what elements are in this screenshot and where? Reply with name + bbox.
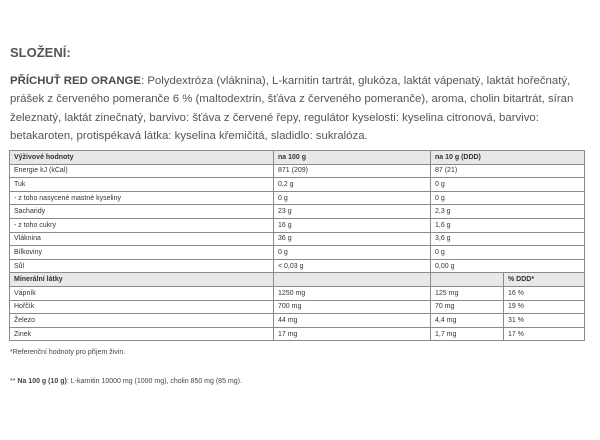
composition-paragraph — [10, 72, 595, 146]
table-row — [10, 286, 585, 300]
mineral-name-cell: Hořčík — [10, 300, 274, 314]
nutrient-name-cell: - z toho cukry — [10, 218, 274, 232]
per-100g-cell: 0 g — [274, 246, 431, 260]
ingredients-text: : Polydextróza (vláknina), L-karnitin tartrát, glukóza, laktát vápenatý, laktát hořečnatý, prášek z červeného pomeranče 6 % (maltodextrin, šťáva z červeného pomeranče), aroma, cholin bitartrát, síran železnatý, laktát zinečnatý, barvivo: šťáva z červené řepy, regulátor kyselosti: kyselina citronová, barvivo: betakaroten, protispékavá látka: kyselina křemičitá, sladidlo: sukralóza. — [10, 75, 574, 143]
header-cell: na 100 g — [274, 151, 431, 165]
table-row — [10, 164, 585, 178]
table-row — [10, 259, 585, 273]
header-cell — [274, 273, 431, 287]
nutrient-name-cell: Energie kJ (kCal) — [10, 164, 274, 178]
per-10g-cell: 4,4 mg — [431, 314, 504, 328]
per-100g-cell: 0,2 g — [274, 178, 431, 192]
footnote-marker: ** — [10, 378, 18, 385]
table-row — [10, 218, 585, 232]
mineral-name-cell: Železo — [10, 314, 274, 328]
nutrition-table — [9, 150, 585, 341]
nutrient-name-cell: Vláknina — [10, 232, 274, 246]
percent-ddd-cell: 31 % — [504, 314, 585, 328]
header-cell: Minerální látky — [10, 273, 274, 287]
per-10g-cell: 3,6 g — [431, 232, 585, 246]
per-100g-cell: 23 g — [274, 205, 431, 219]
per-100g-cell: 36 g — [274, 232, 431, 246]
per-10g-cell: 1,6 g — [431, 218, 585, 232]
nutrient-name-cell: - z toho nasycené mastné kyseliny — [10, 191, 274, 205]
footnote-bold-label: Na 100 g (10 g) — [17, 378, 67, 385]
per-10g-cell: 125 mg — [431, 286, 504, 300]
per-serving-footnote — [10, 378, 242, 385]
per-100g-cell: 0 g — [274, 191, 431, 205]
per-100g-cell: 17 mg — [274, 327, 431, 341]
flavor-label: PŘÍCHUŤ RED ORANGE — [10, 75, 141, 87]
per-100g-cell: 16 g — [274, 218, 431, 232]
per-10g-cell: 1,7 mg — [431, 327, 504, 341]
table-row — [10, 327, 585, 341]
percent-ddd-cell: 17 % — [504, 327, 585, 341]
table-row — [10, 232, 585, 246]
nutrient-name-cell: Sacharidy — [10, 205, 274, 219]
per-100g-cell: 871 (209) — [274, 164, 431, 178]
per-100g-cell: 1250 mg — [274, 286, 431, 300]
per-10g-cell: 0 g — [431, 246, 585, 260]
footnote-text: : L-karnitin 10000 mg (1000 mg), cholin 850 mg (85 mg). — [66, 378, 242, 385]
reference-footnote: *Referenční hodnoty pro příjem živin. — [10, 349, 126, 356]
minerals-header-row — [10, 273, 585, 287]
table-row — [10, 314, 585, 328]
per-10g-cell: 70 mg — [431, 300, 504, 314]
mineral-name-cell: Zinek — [10, 327, 274, 341]
nutrient-name-cell: Tuk — [10, 178, 274, 192]
nutrient-name-cell: Sůl — [10, 259, 274, 273]
per-10g-cell: 0 g — [431, 191, 585, 205]
nutrition-header-row — [10, 151, 585, 165]
nutrient-name-cell: Bílkoviny — [10, 246, 274, 260]
table-row — [10, 246, 585, 260]
mineral-name-cell: Vápník — [10, 286, 274, 300]
per-100g-cell: < 0,03 g — [274, 259, 431, 273]
header-cell: % DDD* — [504, 273, 585, 287]
percent-ddd-cell: 16 % — [504, 286, 585, 300]
table-row — [10, 191, 585, 205]
per-10g-cell: 2,3 g — [431, 205, 585, 219]
header-cell: Výživové hodnoty — [10, 151, 274, 165]
percent-ddd-cell: 19 % — [504, 300, 585, 314]
table-row — [10, 178, 585, 192]
per-10g-cell: 87 (21) — [431, 164, 585, 178]
per-10g-cell: 0,00 g — [431, 259, 585, 273]
header-cell — [431, 273, 504, 287]
table-row — [10, 205, 585, 219]
table-row — [10, 300, 585, 314]
per-10g-cell: 0 g — [431, 178, 585, 192]
per-100g-cell: 700 mg — [274, 300, 431, 314]
per-100g-cell: 44 mg — [274, 314, 431, 328]
header-cell: na 10 g (DDD) — [431, 151, 585, 165]
composition-heading: SLOŽENÍ: — [10, 45, 71, 60]
